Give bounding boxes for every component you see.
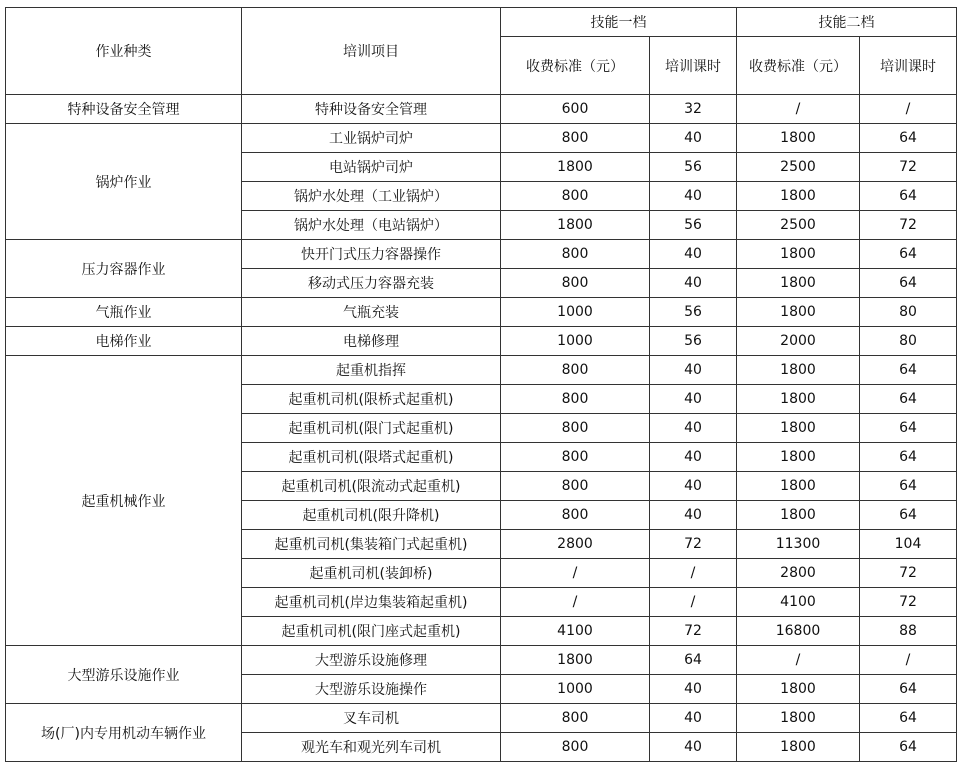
hours1-cell: 56 xyxy=(650,327,737,356)
fee2-cell: 1800 xyxy=(737,182,860,211)
fee1-cell: / xyxy=(501,588,650,617)
fee1-cell: 800 xyxy=(501,356,650,385)
hours1-cell: 40 xyxy=(650,414,737,443)
hours1-cell: 56 xyxy=(650,211,737,240)
fee2-cell: 11300 xyxy=(737,530,860,559)
hours2-cell: 80 xyxy=(860,327,957,356)
fee1-cell: 1000 xyxy=(501,327,650,356)
fee2-cell: 2500 xyxy=(737,211,860,240)
fee2-cell: 4100 xyxy=(737,588,860,617)
hours2-cell: 72 xyxy=(860,153,957,182)
hours2-cell: 64 xyxy=(860,414,957,443)
project-cell: 锅炉水处理（工业锅炉） xyxy=(242,182,501,211)
hours1-cell: 40 xyxy=(650,269,737,298)
fee1-cell: 1000 xyxy=(501,675,650,704)
header-level2: 技能二档 xyxy=(737,8,957,37)
fee2-cell: 1800 xyxy=(737,124,860,153)
hours1-cell: 40 xyxy=(650,385,737,414)
hours1-cell: 40 xyxy=(650,704,737,733)
fee1-cell: 2800 xyxy=(501,530,650,559)
header-fee1: 收费标准（元） xyxy=(501,37,650,95)
hours2-cell: / xyxy=(860,646,957,675)
fee2-cell: 1800 xyxy=(737,414,860,443)
hours2-cell: 64 xyxy=(860,182,957,211)
fee2-cell: 1800 xyxy=(737,240,860,269)
table-row xyxy=(6,95,957,124)
category-cell: 压力容器作业 xyxy=(6,240,242,298)
fee2-cell: 1800 xyxy=(737,269,860,298)
fee1-cell: 800 xyxy=(501,269,650,298)
category-cell: 场(厂)内专用机动车辆作业 xyxy=(6,704,242,762)
project-cell: 起重机司机(限门座式起重机) xyxy=(242,617,501,646)
project-cell: 起重机司机(限门式起重机) xyxy=(242,414,501,443)
project-cell: 大型游乐设施操作 xyxy=(242,675,501,704)
hours2-cell: 64 xyxy=(860,240,957,269)
fee2-cell: 1800 xyxy=(737,704,860,733)
hours1-cell: / xyxy=(650,559,737,588)
header-hours2: 培训课时 xyxy=(860,37,957,95)
hours2-cell: 64 xyxy=(860,269,957,298)
project-cell: 起重机司机(限升降机) xyxy=(242,501,501,530)
table-row xyxy=(6,124,957,153)
hours2-cell: 72 xyxy=(860,588,957,617)
project-cell: 特种设备安全管理 xyxy=(242,95,501,124)
hours1-cell: 40 xyxy=(650,733,737,762)
hours2-cell: 64 xyxy=(860,385,957,414)
table-row xyxy=(6,240,957,269)
fee1-cell: 1800 xyxy=(501,646,650,675)
hours2-cell: 64 xyxy=(860,733,957,762)
fee1-cell: / xyxy=(501,559,650,588)
category-cell: 起重机械作业 xyxy=(6,356,242,646)
header-row-1 xyxy=(6,8,957,37)
hours2-cell: 64 xyxy=(860,443,957,472)
project-cell: 起重机司机(岸边集装箱起重机) xyxy=(242,588,501,617)
hours1-cell: 40 xyxy=(650,501,737,530)
fee2-cell: 1800 xyxy=(737,385,860,414)
fee1-cell: 800 xyxy=(501,414,650,443)
project-cell: 大型游乐设施修理 xyxy=(242,646,501,675)
hours1-cell: 32 xyxy=(650,95,737,124)
fee2-cell: 1800 xyxy=(737,472,860,501)
fee2-cell: 1800 xyxy=(737,733,860,762)
header-project: 培训项目 xyxy=(242,8,501,95)
fee2-cell: 16800 xyxy=(737,617,860,646)
table-row xyxy=(6,704,957,733)
header-fee2: 收费标准（元） xyxy=(737,37,860,95)
hours2-cell: 104 xyxy=(860,530,957,559)
hours2-cell: 64 xyxy=(860,472,957,501)
hours2-cell: 64 xyxy=(860,356,957,385)
project-cell: 起重机司机(限流动式起重机) xyxy=(242,472,501,501)
fee2-cell: / xyxy=(737,95,860,124)
fee1-cell: 1800 xyxy=(501,153,650,182)
table-row xyxy=(6,646,957,675)
project-cell: 叉车司机 xyxy=(242,704,501,733)
fee1-cell: 800 xyxy=(501,182,650,211)
category-cell: 大型游乐设施作业 xyxy=(6,646,242,704)
hours2-cell: 72 xyxy=(860,211,957,240)
hours2-cell: 64 xyxy=(860,675,957,704)
project-cell: 起重机指挥 xyxy=(242,356,501,385)
project-cell: 工业锅炉司炉 xyxy=(242,124,501,153)
fee2-cell: 2000 xyxy=(737,327,860,356)
fee2-cell: 1800 xyxy=(737,356,860,385)
hours1-cell: 64 xyxy=(650,646,737,675)
hours1-cell: 72 xyxy=(650,617,737,646)
hours2-cell: 64 xyxy=(860,704,957,733)
fee2-cell: 1800 xyxy=(737,443,860,472)
fee2-cell: 1800 xyxy=(737,298,860,327)
fee1-cell: 800 xyxy=(501,733,650,762)
fee1-cell: 4100 xyxy=(501,617,650,646)
fee-table xyxy=(5,7,957,762)
hours1-cell: 40 xyxy=(650,240,737,269)
hours1-cell: 40 xyxy=(650,182,737,211)
hours1-cell: / xyxy=(650,588,737,617)
hours2-cell: 80 xyxy=(860,298,957,327)
project-cell: 移动式压力容器充装 xyxy=(242,269,501,298)
fee1-cell: 800 xyxy=(501,240,650,269)
hours1-cell: 40 xyxy=(650,472,737,501)
hours1-cell: 56 xyxy=(650,298,737,327)
hours1-cell: 72 xyxy=(650,530,737,559)
hours1-cell: 40 xyxy=(650,675,737,704)
hours1-cell: 56 xyxy=(650,153,737,182)
header-hours1: 培训课时 xyxy=(650,37,737,95)
fee1-cell: 600 xyxy=(501,95,650,124)
table-row xyxy=(6,356,957,385)
fee1-cell: 1800 xyxy=(501,211,650,240)
hours1-cell: 40 xyxy=(650,356,737,385)
fee1-cell: 1000 xyxy=(501,298,650,327)
header-category: 作业种类 xyxy=(6,8,242,95)
category-cell: 锅炉作业 xyxy=(6,124,242,240)
project-cell: 起重机司机(装卸桥) xyxy=(242,559,501,588)
hours2-cell: / xyxy=(860,95,957,124)
project-cell: 气瓶充装 xyxy=(242,298,501,327)
category-cell: 特种设备安全管理 xyxy=(6,95,242,124)
project-cell: 电梯修理 xyxy=(242,327,501,356)
category-cell: 气瓶作业 xyxy=(6,298,242,327)
header-level1: 技能一档 xyxy=(501,8,737,37)
fee1-cell: 800 xyxy=(501,443,650,472)
project-cell: 电站锅炉司炉 xyxy=(242,153,501,182)
hours2-cell: 64 xyxy=(860,501,957,530)
category-cell: 电梯作业 xyxy=(6,327,242,356)
fee2-cell: 2500 xyxy=(737,153,860,182)
project-cell: 起重机司机(集装箱门式起重机) xyxy=(242,530,501,559)
hours1-cell: 40 xyxy=(650,124,737,153)
hours2-cell: 64 xyxy=(860,124,957,153)
project-cell: 起重机司机(限桥式起重机) xyxy=(242,385,501,414)
project-cell: 起重机司机(限塔式起重机) xyxy=(242,443,501,472)
project-cell: 快开门式压力容器操作 xyxy=(242,240,501,269)
fee2-cell: 1800 xyxy=(737,675,860,704)
fee1-cell: 800 xyxy=(501,472,650,501)
table-row xyxy=(6,298,957,327)
fee1-cell: 800 xyxy=(501,124,650,153)
fee2-cell: 1800 xyxy=(737,501,860,530)
project-cell: 锅炉水处理（电站锅炉） xyxy=(242,211,501,240)
hours2-cell: 72 xyxy=(860,559,957,588)
table-body xyxy=(6,95,957,762)
fee2-cell: / xyxy=(737,646,860,675)
hours1-cell: 40 xyxy=(650,443,737,472)
fee1-cell: 800 xyxy=(501,501,650,530)
table-row xyxy=(6,327,957,356)
fee1-cell: 800 xyxy=(501,704,650,733)
hours2-cell: 88 xyxy=(860,617,957,646)
fee1-cell: 800 xyxy=(501,385,650,414)
fee2-cell: 2800 xyxy=(737,559,860,588)
project-cell: 观光车和观光列车司机 xyxy=(242,733,501,762)
